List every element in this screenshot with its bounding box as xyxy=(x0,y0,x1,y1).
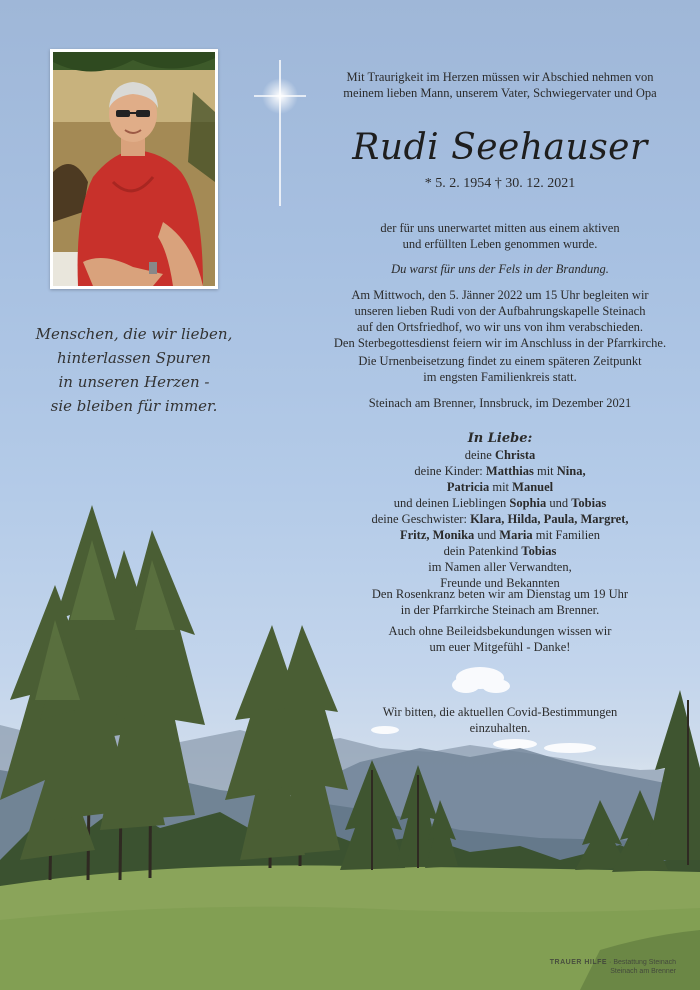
mourner-text: mit xyxy=(492,480,510,494)
cross-icon xyxy=(252,58,308,208)
mourner-text: mit xyxy=(536,464,554,478)
funeral-line: Am Mittwoch, den 5. Jänner 2022 um 15 Uhr begleiten wir xyxy=(351,288,649,302)
mourner-line xyxy=(330,479,670,495)
mourner-name: Tobias xyxy=(521,544,557,558)
imprint: TRAUER HILFE · Bestattung Steinach Steinach am Brenner xyxy=(506,958,676,976)
funeral-line: auf den Ortsfriedhof, wo wir uns von ihm verabschieden. xyxy=(356,320,644,334)
mourner-name: Nina, xyxy=(556,464,586,478)
intro-line: meinem lieben Mann, unserem Vater, Schwiegervater und Opa xyxy=(343,86,657,100)
mourner-line xyxy=(330,511,670,527)
mourner-text: mit Familien xyxy=(535,528,600,542)
death-statement xyxy=(330,220,670,252)
mass-details: Den Sterbegottesdienst feiern wir im Anschluss in der Pfarrkirche. xyxy=(333,336,667,350)
mourner-name: Klara, Hilda, Paula, Margret, xyxy=(470,512,629,526)
rosary-line: in der Pfarrkirche Steinach am Brenner. xyxy=(400,603,600,617)
portrait-photo xyxy=(53,52,215,286)
portrait-photo-frame xyxy=(50,49,218,289)
motto-line: Menschen, die wir lieben, xyxy=(35,325,233,343)
memorial-motto xyxy=(20,322,248,418)
mourner-text: und xyxy=(477,528,497,542)
statement-line: und erfüllten Leben genommen wurde. xyxy=(402,237,598,251)
mourner-line xyxy=(330,447,670,463)
mourner-line: im Namen aller Verwandten, xyxy=(428,560,572,574)
mourner-name: Patricia xyxy=(446,480,490,494)
condolence-note xyxy=(330,623,670,655)
statement-line: der für uns unerwartet mitten aus einem aktiven xyxy=(380,221,620,235)
mourner-name: Christa xyxy=(494,448,536,462)
rosary-details xyxy=(330,586,670,618)
mourners-list xyxy=(330,431,670,591)
mourner-name: Maria xyxy=(499,528,533,542)
motto-line: hinterlassen Spuren xyxy=(57,349,211,367)
mourner-text: deine Kinder: xyxy=(414,464,483,478)
mourner-name: Matthias xyxy=(485,464,534,478)
mourner-text: und deinen Lieblingen xyxy=(393,496,507,510)
mourner-name: Manuel xyxy=(512,480,554,494)
quote: Du warst für uns der Fels in der Brandung. xyxy=(391,262,609,276)
motto-line: sie bleiben für immer. xyxy=(50,397,218,415)
condolence-line: Auch ohne Beileidsbekundungen wissen wir xyxy=(388,624,612,638)
mourner-line xyxy=(330,527,670,543)
mourner-name: Tobias xyxy=(571,496,607,510)
funeral-details xyxy=(330,287,670,335)
imprint-brand: TRAUER HILFE xyxy=(549,959,608,966)
mourner-text: und xyxy=(549,496,569,510)
urn-burial-details xyxy=(330,353,670,385)
covid-line: einzuhalten. xyxy=(469,721,531,735)
mourner-line xyxy=(330,463,670,479)
funeral-line: unseren lieben Rudi von der Aufbahrungskapelle Steinach xyxy=(354,304,646,318)
mourner-line xyxy=(330,543,670,559)
rosary-line: Den Rosenkranz beten wir am Dienstag um 19 Uhr xyxy=(371,587,629,601)
deceased-name: Rudi Seehauser xyxy=(352,127,648,168)
covid-note xyxy=(330,704,670,736)
covid-line: Wir bitten, die aktuellen Covid-Bestimmungen xyxy=(382,705,618,719)
mourner-name: Sophia xyxy=(509,496,547,510)
mourner-line xyxy=(330,495,670,511)
urn-line: Die Urnenbeisetzung findet zu einem späteren Zeitpunkt xyxy=(358,354,642,368)
urn-line: im engsten Familienkreis statt. xyxy=(423,370,577,384)
mourner-name: Fritz, Monika xyxy=(400,528,475,542)
mourner-text: dein Patenkind xyxy=(443,544,519,558)
mourner-text: deine Geschwister: xyxy=(371,512,467,526)
mourners-heading: In Liebe: xyxy=(467,431,533,446)
intro-text xyxy=(330,69,670,101)
mourner-text: deine xyxy=(464,448,492,462)
imprint-text: Steinach am Brenner xyxy=(610,968,676,975)
mourner-line: Freunde und Bekannten xyxy=(440,576,560,590)
condolence-line: um euer Mitgefühl - Danke! xyxy=(429,640,571,654)
motto-line: in unseren Herzen - xyxy=(58,373,210,391)
imprint-text: Bestattung Steinach xyxy=(613,959,676,966)
life-dates: * 5. 2. 1954 † 30. 12. 2021 xyxy=(424,176,576,191)
place-and-date: Steinach am Brenner, Innsbruck, im Dezember 2021 xyxy=(368,396,632,410)
intro-line: Mit Traurigkeit im Herzen müssen wir Abschied nehmen von xyxy=(346,70,654,84)
